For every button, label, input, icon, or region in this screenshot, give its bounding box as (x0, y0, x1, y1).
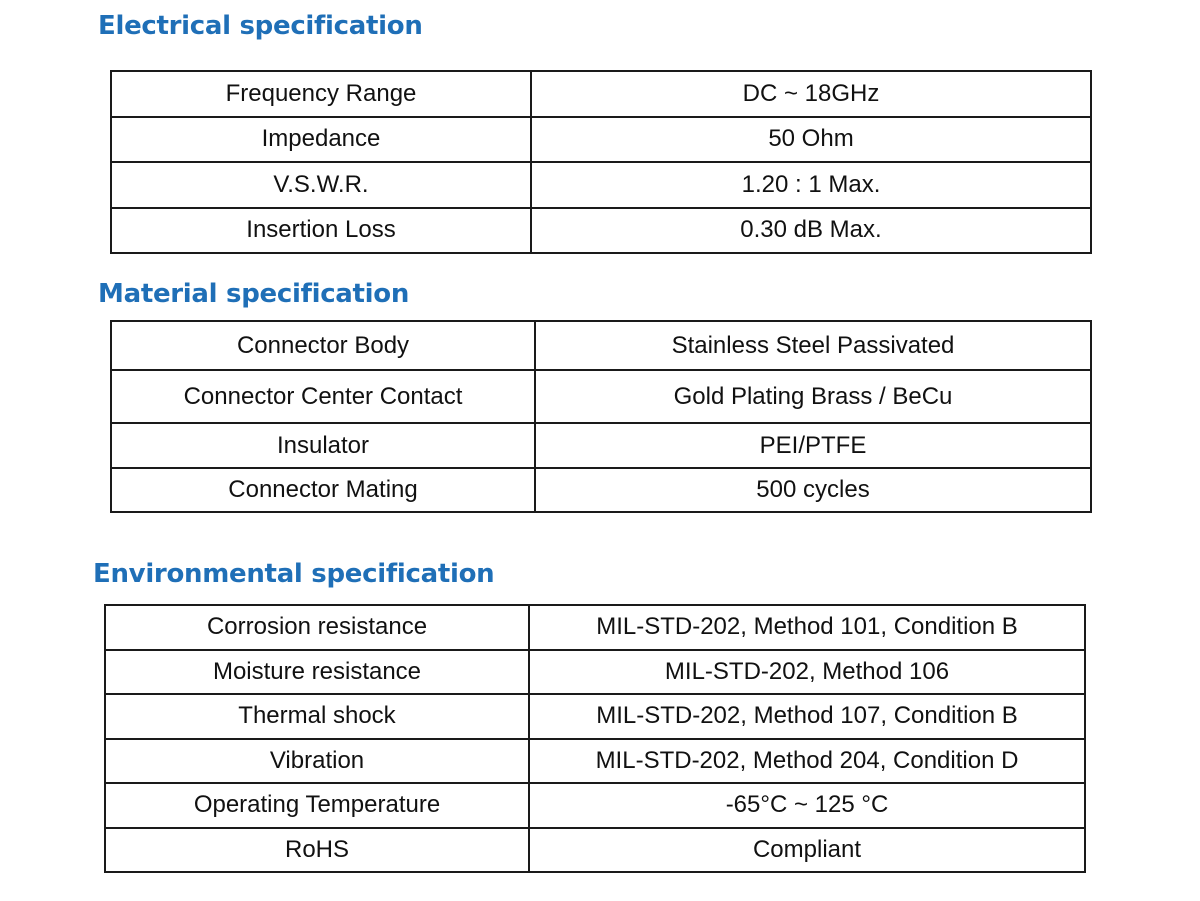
table-row (105, 783, 1085, 828)
spec-value: MIL-STD-202, Method 106 (529, 650, 1085, 695)
environmental-specification-title: Environmental specification (93, 559, 495, 589)
table-row (111, 423, 1091, 468)
spec-label: Moisture resistance (105, 650, 529, 695)
spec-label: Connector Body (111, 321, 535, 370)
electrical-specification-table (110, 70, 1092, 254)
table-row (111, 208, 1091, 254)
spec-value: 500 cycles (535, 468, 1091, 512)
spec-label: Connector Center Contact (111, 370, 535, 423)
spec-value: 50 Ohm (531, 117, 1091, 163)
spec-label: Connector Mating (111, 468, 535, 512)
spec-value: Compliant (529, 828, 1085, 873)
spec-label: Insertion Loss (111, 208, 531, 254)
spec-label: Vibration (105, 739, 529, 784)
spec-value: 1.20 : 1 Max. (531, 162, 1091, 208)
table-row (105, 650, 1085, 695)
table-row (105, 694, 1085, 739)
spec-value: Stainless Steel Passivated (535, 321, 1091, 370)
spec-label: Corrosion resistance (105, 605, 529, 650)
spec-label: Operating Temperature (105, 783, 529, 828)
spec-value: 0.30 dB Max. (531, 208, 1091, 254)
spec-label: Frequency Range (111, 71, 531, 117)
spec-value: MIL-STD-202, Method 107, Condition B (529, 694, 1085, 739)
spec-label: RoHS (105, 828, 529, 873)
material-specification-table (110, 320, 1092, 513)
table-row (105, 605, 1085, 650)
spec-value: DC ~ 18GHz (531, 71, 1091, 117)
material-specification-title: Material specification (98, 279, 410, 309)
spec-value: PEI/PTFE (535, 423, 1091, 468)
table-row (111, 71, 1091, 117)
table-row (111, 162, 1091, 208)
table-row (111, 370, 1091, 423)
environmental-specification-table (104, 604, 1086, 873)
table-row (105, 828, 1085, 873)
spec-value: MIL-STD-202, Method 101, Condition B (529, 605, 1085, 650)
table-row (111, 468, 1091, 512)
spec-label: Impedance (111, 117, 531, 163)
electrical-specification-title: Electrical specification (98, 11, 423, 41)
table-row (111, 321, 1091, 370)
table-row (105, 739, 1085, 784)
spec-value: MIL-STD-202, Method 204, Condition D (529, 739, 1085, 784)
spec-label: Insulator (111, 423, 535, 468)
spec-value: -65°C ~ 125 °C (529, 783, 1085, 828)
spec-label: V.S.W.R. (111, 162, 531, 208)
table-row (111, 117, 1091, 163)
spec-value: Gold Plating Brass / BeCu (535, 370, 1091, 423)
spec-label: Thermal shock (105, 694, 529, 739)
